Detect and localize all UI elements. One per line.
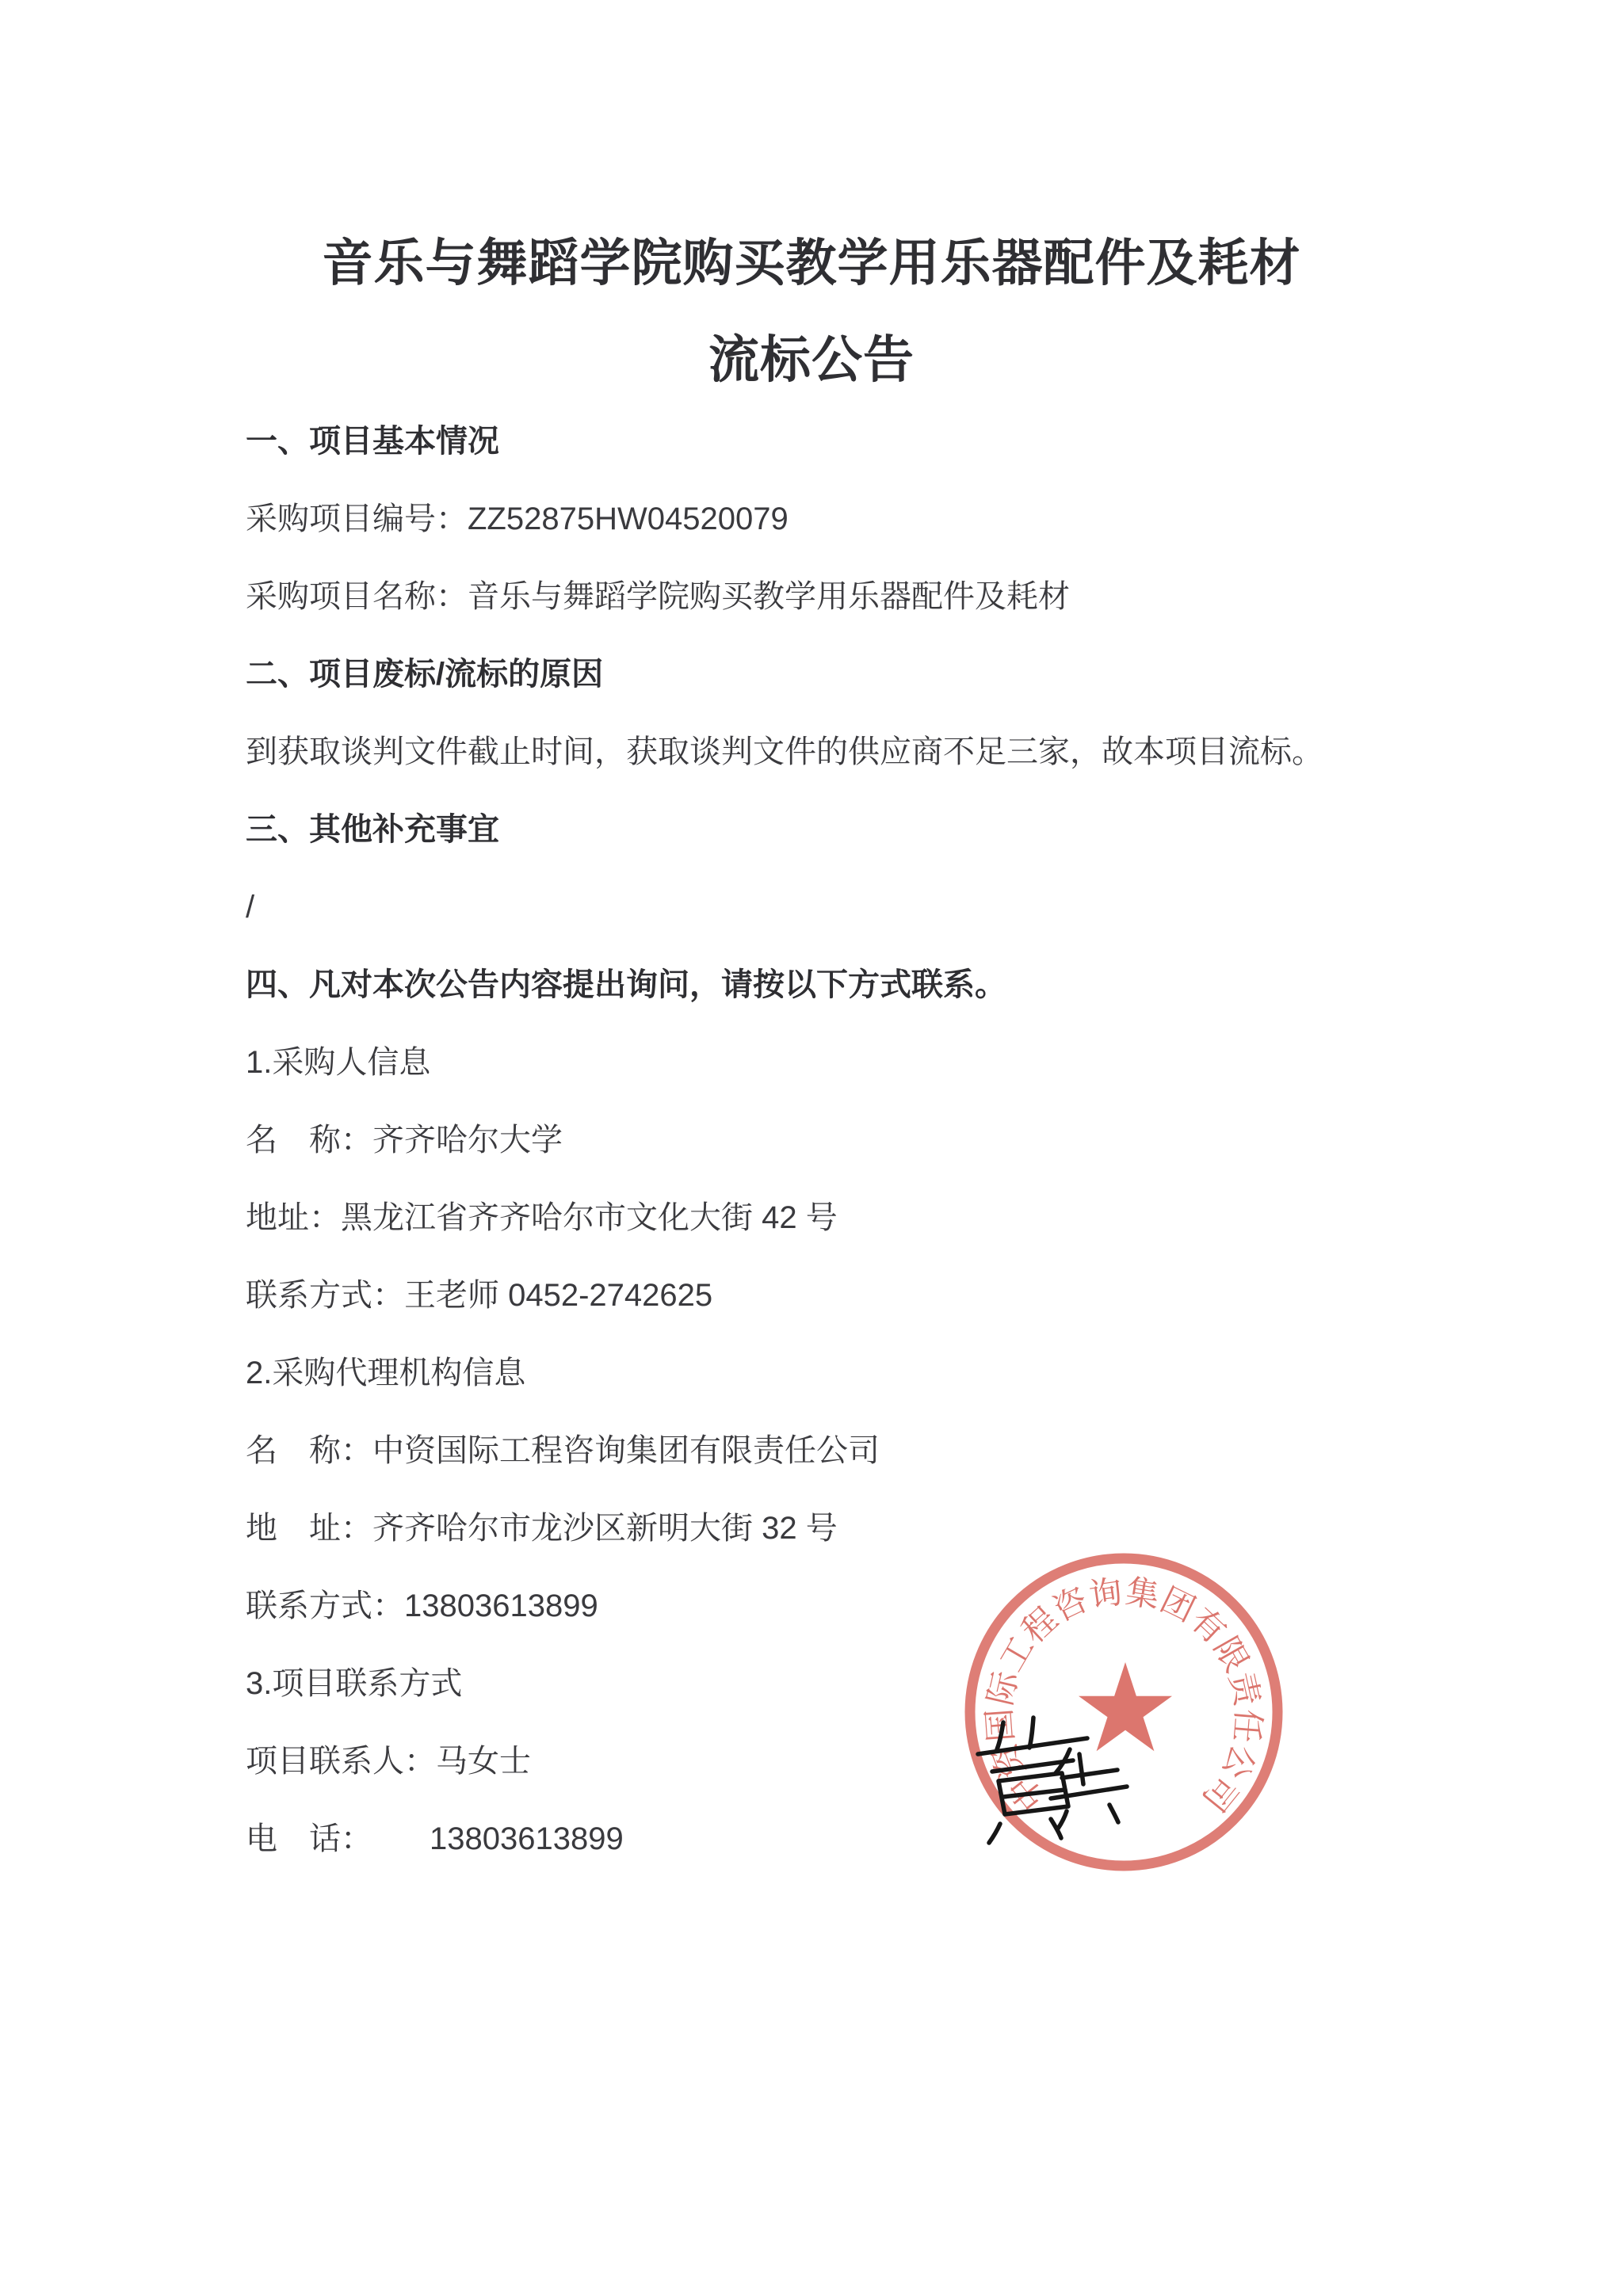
project-number-line — [246, 480, 1433, 558]
purchaser-address-line — [246, 1179, 1433, 1257]
purchaser-name-label: 名 称： — [246, 1123, 372, 1158]
purchaser-address-value: 黑龙江省齐齐哈尔市文化大街 42 号 — [341, 1200, 838, 1235]
purchaser-contact-value: 王老师 0452-2742625 — [404, 1278, 713, 1313]
agency-contact-label: 联系方式： — [246, 1589, 404, 1623]
project-name-value: 音乐与舞蹈学院购买教学用乐器配件及耗材 — [468, 579, 1070, 614]
section4-heading: 四、凡对本次公告内容提出询问，请按以下方式联系。 — [246, 967, 1006, 1002]
seal-company-textpath: 中资国际工程咨询集团有限责任公司 — [980, 1572, 1268, 1819]
agency-info-heading: 2.采购代理机构信息 — [246, 1356, 526, 1390]
project-contact-heading: 3.项目联系方式 — [246, 1666, 463, 1701]
signature-strokes — [967, 1703, 1157, 1851]
project-contact-person-label: 项目联系人： — [246, 1744, 436, 1779]
agency-name-value: 中资国际工程咨询集团有限责任公司 — [372, 1433, 880, 1468]
purchaser-name-line — [246, 1101, 1433, 1179]
failure-reason-text: 到获取谈判文件截止时间，获取谈判文件的供应商不足三家，故本项目流标。 — [246, 734, 1323, 769]
project-name-line — [246, 558, 1433, 635]
agency-name-label: 名 称： — [246, 1433, 372, 1468]
project-contact-person-value: 马女士 — [436, 1744, 531, 1779]
section2-heading: 二、项目废标/流标的原因 — [246, 657, 604, 692]
purchaser-name-value: 齐齐哈尔大学 — [372, 1123, 563, 1158]
purchaser-address-label: 地址： — [246, 1200, 341, 1235]
project-contact-phone-value: 13803613899 — [430, 1821, 624, 1856]
document-subtitle: 流标公告 — [708, 331, 915, 388]
project-contact-phone-label: 电 话： — [246, 1821, 372, 1856]
purchaser-info-heading: 1.采购人信息 — [246, 1045, 431, 1080]
section1-heading: 一、项目基本情况 — [246, 424, 499, 459]
handwritten-signature — [967, 1703, 1157, 1851]
agency-name-line — [246, 1412, 1433, 1489]
document-title: 音乐与舞蹈学院购买教学用乐器配件及耗材 — [322, 235, 1301, 292]
project-name-label: 采购项目名称： — [246, 579, 468, 614]
project-number-label: 采购项目编号： — [246, 502, 468, 536]
agency-contact-value: 13803613899 — [404, 1589, 598, 1623]
title-block — [0, 0, 1623, 388]
agency-address-label: 地 址： — [246, 1511, 372, 1546]
agency-address-value: 齐齐哈尔市龙沙区新明大街 32 号 — [372, 1511, 838, 1546]
section3-content: / — [246, 890, 255, 925]
purchaser-contact-label: 联系方式： — [246, 1278, 404, 1313]
purchaser-contact-line — [246, 1257, 1433, 1334]
document-body — [0, 402, 1623, 1878]
section3-heading: 三、其他补充事宜 — [246, 812, 499, 847]
project-number-value: ZZ52875HW04520079 — [468, 502, 789, 536]
